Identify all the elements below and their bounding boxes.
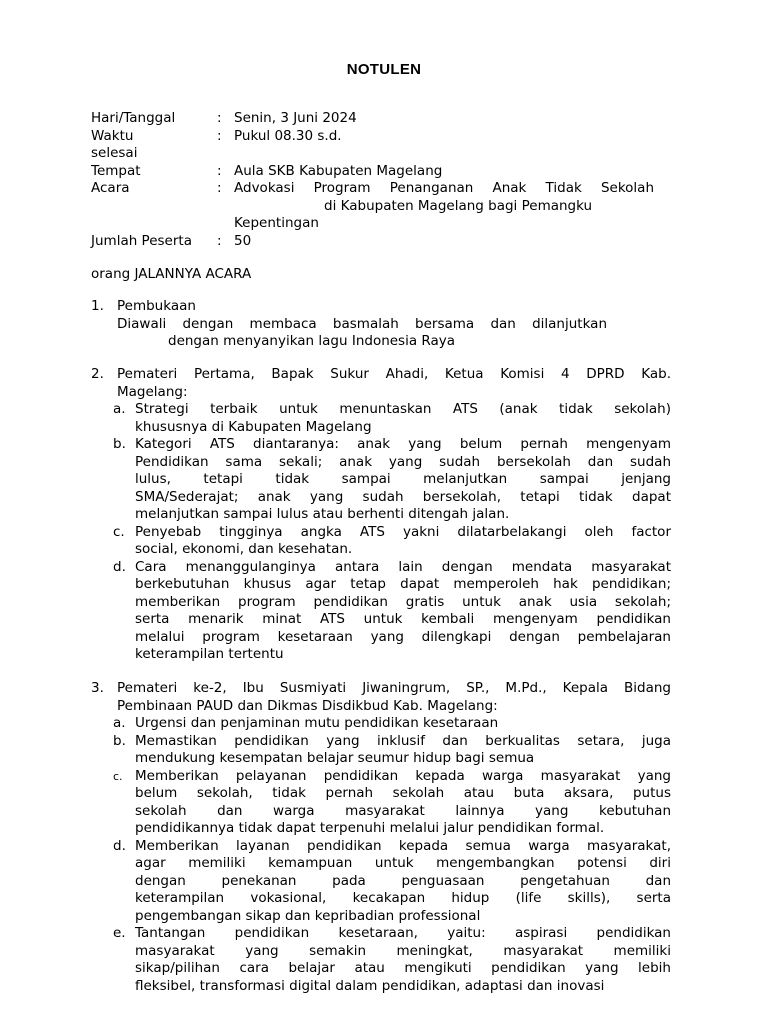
list-item-line: keterampilan vokasional, kecakapan hidup (life skills), serta (135, 890, 671, 906)
document-title: NOTULEN (346, 61, 422, 78)
meta-row-peserta (91, 233, 691, 251)
section-2-heading-line-2: Magelang: (117, 383, 188, 400)
list-item-letter: a. (113, 715, 126, 731)
section-1-line-1: Diawali dengan membaca basmalah bersama dan dilanjutkan (117, 315, 607, 332)
list-item-line: Urgensi dan penjaminan mutu pendidikan kesetaraan (135, 715, 499, 731)
meta-label-tempat: Tempat (91, 162, 141, 179)
list-item-line: SMA/Sederajat; anak yang sudah bersekolah, tetapi tidak dapat (135, 488, 671, 505)
meta-row-acara (91, 180, 691, 233)
acara-line-1: Advokasi Program Penanganan Anak Tidak Sekolah (234, 180, 654, 196)
list-item (91, 524, 671, 559)
list-item-letter: b. (113, 732, 126, 749)
list-item-line: agar memiliki kemampuan untuk mengembangkan potensi diri (135, 855, 671, 871)
list-item-letter: c. (113, 523, 125, 540)
section-3-heading-line-2: Pembinaan PAUD dan Dikmas Disdikbud Kab. Magelang: (117, 697, 498, 714)
list-item-line: berkebutuhan khusus agar tetap dapat memperoleh hak pendidikan; (135, 576, 671, 592)
meta-label-waktu-line1: Waktu (91, 127, 134, 144)
section-title: Pembukaan (117, 298, 196, 314)
list-item (91, 925, 671, 995)
section-2-heading-line-1: Pemateri Pertama, Bapak Sukur Ahadi, Ketua Komisi 4 DPRD Kab. (117, 366, 671, 382)
list-item-line: mendukung kesempatan belajar seumur hidup bagi semua (135, 750, 535, 766)
list-item-line: social, ekonomi, dan kesehatan. (135, 541, 353, 557)
list-item-line: fleksibel, transformasi digital dalam pendidikan, adaptasi dan inovasi (135, 977, 605, 994)
acara-line-2: di Kabupaten Magelang bagi Pemangku (324, 197, 593, 214)
meta-colon: : (217, 232, 222, 249)
list-item-letter: d. (113, 558, 126, 575)
list-item-letter: a. (113, 401, 126, 417)
list-item-line: dengan penekanan pada penguasaan pengetahuan dan (135, 872, 671, 889)
meta-row-hari (91, 110, 691, 128)
section-3-heading (91, 680, 671, 715)
list-item-line: keterampilan tertentu (135, 646, 284, 662)
meta-value-acara (234, 180, 654, 233)
list-item (91, 733, 671, 768)
list-item-line: Kategori ATS diantaranya: anak yang belum pernah mengenyam (135, 436, 671, 452)
list-item-line: pengembangan sikap dan kepribadian professional (135, 907, 481, 924)
acara-line-3: Kepentingan (234, 215, 319, 231)
list-item-line: Pendidikan sama sekali; anak yang sudah bersekolah dan sudah (135, 453, 671, 470)
list-item-line: masyarakat yang semakin meningkat, masyarakat memiliki (135, 942, 671, 959)
list-item (91, 436, 671, 524)
section-1-line-2: dengan menyanyikan lagu Indonesia Raya (168, 333, 456, 349)
list-item-line: Cara menanggulanginya antara lain dengan mendata masyarakat (135, 558, 671, 575)
section-1 (91, 298, 671, 351)
meta-label-waktu-line2: selesai (91, 145, 138, 161)
meta-colon: : (217, 127, 222, 144)
meta-label-hari: Hari/Tanggal (91, 110, 176, 126)
list-item-line: sekolah dan warga masyarakat lainnya yang kebutuhan (135, 802, 671, 819)
section-3-heading-line-1: Pemateri ke-2, Ibu Susmiyati Jiwaningrum, SP., M.Pd., Kepala Bidang (117, 680, 671, 696)
jalannya-acara-heading: orang JALANNYA ACARA (91, 266, 252, 282)
section-1-body (91, 316, 607, 351)
section-number: 2. (91, 366, 104, 382)
section-3-items (91, 715, 671, 995)
list-item (91, 715, 671, 733)
section-number: 1. (91, 298, 104, 314)
section-2 (91, 366, 671, 664)
meta-value-waktu: Pukul 08.30 s.d. (234, 127, 342, 144)
meta-block (91, 110, 691, 250)
list-item-line: pendidikannya tidak dapat terpenuhi melalui jalur pendidikan formal. (135, 820, 605, 836)
list-item-line: belum sekolah, tidak pernah sekolah atau buta aksara, putus (135, 785, 671, 801)
meta-label-acara: Acara (91, 180, 130, 196)
section-3 (91, 680, 671, 995)
list-item-line: melanjutkan sampai lulus atau berhenti ditengah jalan. (135, 506, 510, 522)
list-item-line: Memberikan layanan pendidikan kepada semua warga masyarakat, (135, 837, 671, 854)
list-item-line: Penyebab tingginya angka ATS yakni dilatarbelakangi oleh factor (135, 523, 671, 540)
list-item-line: memberikan program pendidikan gratis untuk anak usia sekolah; (135, 593, 671, 610)
list-item (91, 401, 671, 436)
list-item-line: lulus, tetapi tidak sampai melanjutkan sampai jenjang (135, 471, 671, 487)
meta-value-peserta: 50 (234, 232, 252, 249)
meta-colon: : (217, 180, 222, 196)
meta-label-peserta: Jumlah Peserta (91, 232, 192, 249)
section-number: 3. (91, 680, 104, 696)
list-item (91, 559, 671, 664)
meta-row-tempat (91, 163, 691, 181)
list-item (91, 838, 671, 926)
list-item-line: melalui program kesetaraan yang dilengkapi dengan pembelajaran (135, 628, 671, 645)
list-item-line: sikap/pilihan cara belajar atau mengikuti pendidikan yang lebih (135, 960, 671, 976)
section-1-heading (91, 298, 671, 316)
list-item-line: Memastikan pendidikan yang inklusif dan berkualitas setara, juga (135, 732, 671, 749)
meta-value-tempat: Aula SKB Kabupaten Magelang (234, 162, 443, 179)
list-item-letter: e. (113, 925, 126, 941)
list-item-letter: c. (113, 769, 123, 783)
list-item-line: Memberikan pelayanan pendidikan kepada warga masyarakat yang (135, 767, 671, 784)
list-item-line: Tantangan pendidikan kesetaraan, yaitu: aspirasi pendidikan (135, 925, 671, 941)
section-2-heading (91, 366, 671, 401)
meta-colon: : (217, 110, 222, 126)
list-item-line: khususnya di Kabupaten Magelang (135, 418, 372, 435)
section-2-items (91, 401, 671, 664)
list-item-line: Strategi terbaik untuk menuntaskan ATS (anak tidak sekolah) (135, 401, 671, 417)
list-item-letter: b. (113, 436, 126, 452)
meta-label-waktu (91, 128, 151, 163)
meta-value-hari: Senin, 3 Juni 2024 (234, 110, 357, 126)
list-item-line: serta menarik minat ATS untuk kembali mengenyam pendidikan (135, 611, 671, 627)
list-item (91, 768, 671, 838)
meta-colon: : (217, 162, 222, 179)
list-item-letter: d. (113, 837, 126, 854)
meta-row-waktu (91, 128, 691, 163)
